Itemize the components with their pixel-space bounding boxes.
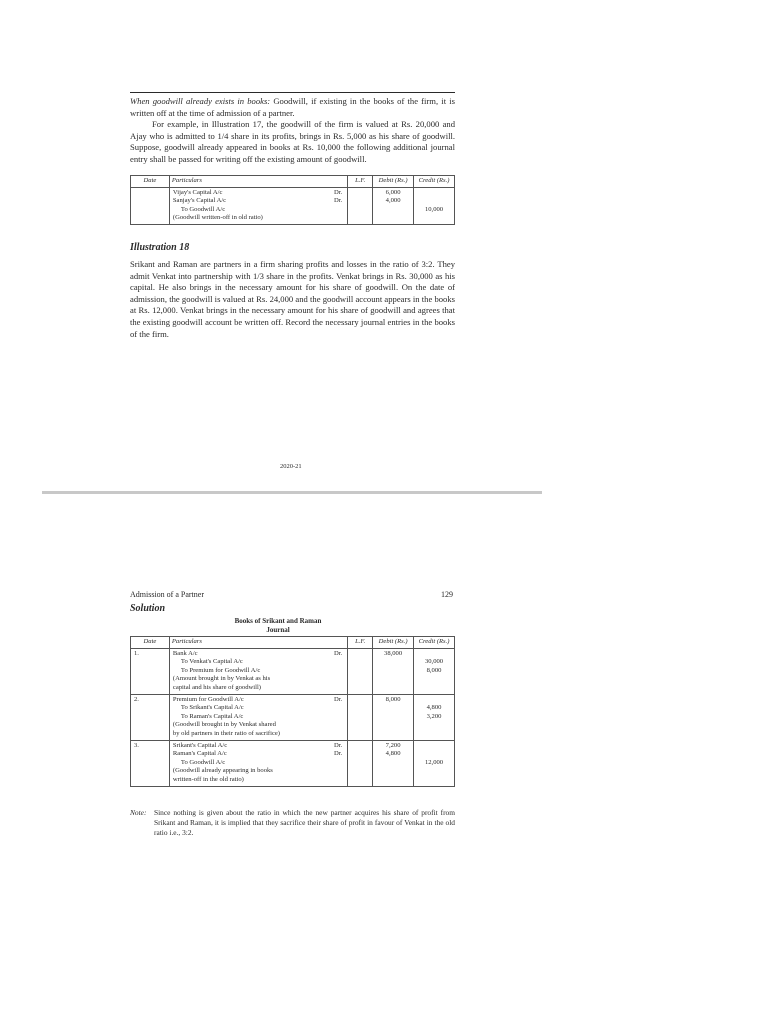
col-particulars: Particulars [169, 176, 347, 188]
table-row [131, 740, 455, 786]
line-text: To Venkat's Capital A/c [180, 658, 243, 666]
top-rule [130, 92, 455, 93]
debit-value: 6,000 [385, 188, 401, 196]
dr-marker: Dr. [333, 649, 343, 657]
col-date: Date [131, 176, 170, 188]
credit-value: 10,000 [424, 205, 444, 213]
intro-italic: When goodwill already exists in books: [130, 96, 271, 106]
line-text: (Goodwill brought in by Venkat shared [172, 721, 276, 729]
line-text: (Goodwill written-off in old ratio) [172, 214, 263, 222]
intro-rest: Goodwill, if existing in the books of the firm, it is written off at the time of admission of a partner. [130, 96, 455, 118]
debit-value: 7,200 [385, 741, 401, 749]
line-text: To Goodwill A/c [180, 758, 226, 766]
credit-value: 3,200 [426, 712, 442, 720]
journal-table-1 [130, 175, 455, 225]
col-lf: L.F. [348, 637, 373, 649]
col-credit: Credit (Rs.) [414, 637, 455, 649]
line-text: To Raman's Capital A/c [180, 712, 244, 720]
dr-marker: Dr. [333, 741, 343, 749]
line-text: Srikant's Capital A/c [172, 741, 228, 749]
credit-value: 30,000 [424, 658, 444, 666]
debit-value: 4,000 [385, 197, 401, 205]
footer-year: 2020-21 [280, 463, 302, 470]
line-text: Raman's Capital A/c [172, 750, 227, 758]
col-debit: Debit (Rs.) [373, 637, 414, 649]
dr-marker: Dr. [333, 197, 343, 205]
illustration-heading: Illustration 18 [130, 242, 190, 253]
line-text: To Goodwill A/c [180, 205, 226, 213]
example-paragraph: For example, in Illustration 17, the goodwill of the firm is valued at Rs. 20,000 and Ajay who is admitted to 1/4 share in its profits, brings in Rs. 5,000 as his share of goodwill. Suppose, goodwill already appeared in books at Rs. 10,000 the following additional journal entry shall be passed for writing off the existing amount of goodwill. [130, 119, 455, 164]
debit-value: 38,000 [384, 649, 403, 657]
col-particulars: Particulars [169, 637, 347, 649]
col-date: Date [131, 637, 170, 649]
intro-paragraph [130, 96, 455, 119]
note [130, 808, 455, 838]
line-text: Vijay's Capital A/c [172, 188, 223, 196]
line-text: written-off in the old ratio) [172, 775, 244, 783]
running-title: Admission of a Partner [130, 590, 204, 599]
col-debit: Debit (Rs.) [373, 176, 414, 188]
line-text: by old partners in their ratio of sacrifice) [172, 729, 280, 737]
note-label: Note: [130, 808, 147, 817]
illustration-text: Srikant and Raman are partners in a firm sharing profits and losses in the ratio of 3:2. They admit Venkat into partnership with 1/3 share in the profits. Venkat brings in Rs. 30,000 as his capital. He also brings in the necessary amount for his share of goodwill. On the date of admission, the goodwill is valued at Rs. 24,000 and the goodwill account appears in the books at Rs. 12,000. Venkat brings in the necessary amount for his share of goodwill and agrees that the existing goodwill account be written off. Record the necessary journal entries in the books of the firm. [130, 259, 455, 339]
table-row [131, 187, 455, 224]
books-title [228, 617, 328, 635]
journal-table-2 [130, 636, 455, 787]
line-text: (Goodwill already appearing in books [172, 767, 273, 775]
entry-date: 1. [131, 648, 170, 694]
table-row [131, 648, 455, 694]
page-separator [42, 491, 542, 494]
entry-date: 2. [131, 694, 170, 740]
line-text: (Amount brought in by Venkat as his [172, 675, 271, 683]
page-number: 129 [441, 590, 453, 599]
line-text: capital and his share of goodwill) [172, 683, 261, 691]
line-text: To Premium for Goodwill A/c [180, 666, 261, 674]
table-row [131, 694, 455, 740]
credit-value: 4,800 [426, 704, 442, 712]
solution-heading: Solution [130, 603, 166, 614]
dr-marker: Dr. [333, 750, 343, 758]
books-title-line-1: Books of Srikant and Raman [234, 617, 322, 625]
line-text: To Srikant's Capital A/c [180, 704, 244, 712]
entry-date: 3. [131, 740, 170, 786]
credit-value: 12,000 [424, 758, 444, 766]
line-text: Sanjay's Capital A/c [172, 197, 227, 205]
line-text: Bank A/c [172, 649, 198, 657]
line-text: Premium for Goodwill A/c [172, 695, 244, 703]
col-credit: Credit (Rs.) [414, 176, 455, 188]
col-lf: L.F. [348, 176, 373, 188]
note-text: Since nothing is given about the ratio in which the new partner acquires his share of profit from Srikant and Raman, it is implied that they sacrifice their share of profit in favour of Venkat in the old ratio i.e., 3:2. [154, 808, 455, 837]
books-title-line-2: Journal [266, 626, 290, 634]
debit-value: 4,800 [385, 750, 401, 758]
credit-value: 8,000 [426, 666, 442, 674]
debit-value: 8,000 [385, 695, 401, 703]
dr-marker: Dr. [333, 188, 343, 196]
dr-marker: Dr. [333, 695, 343, 703]
